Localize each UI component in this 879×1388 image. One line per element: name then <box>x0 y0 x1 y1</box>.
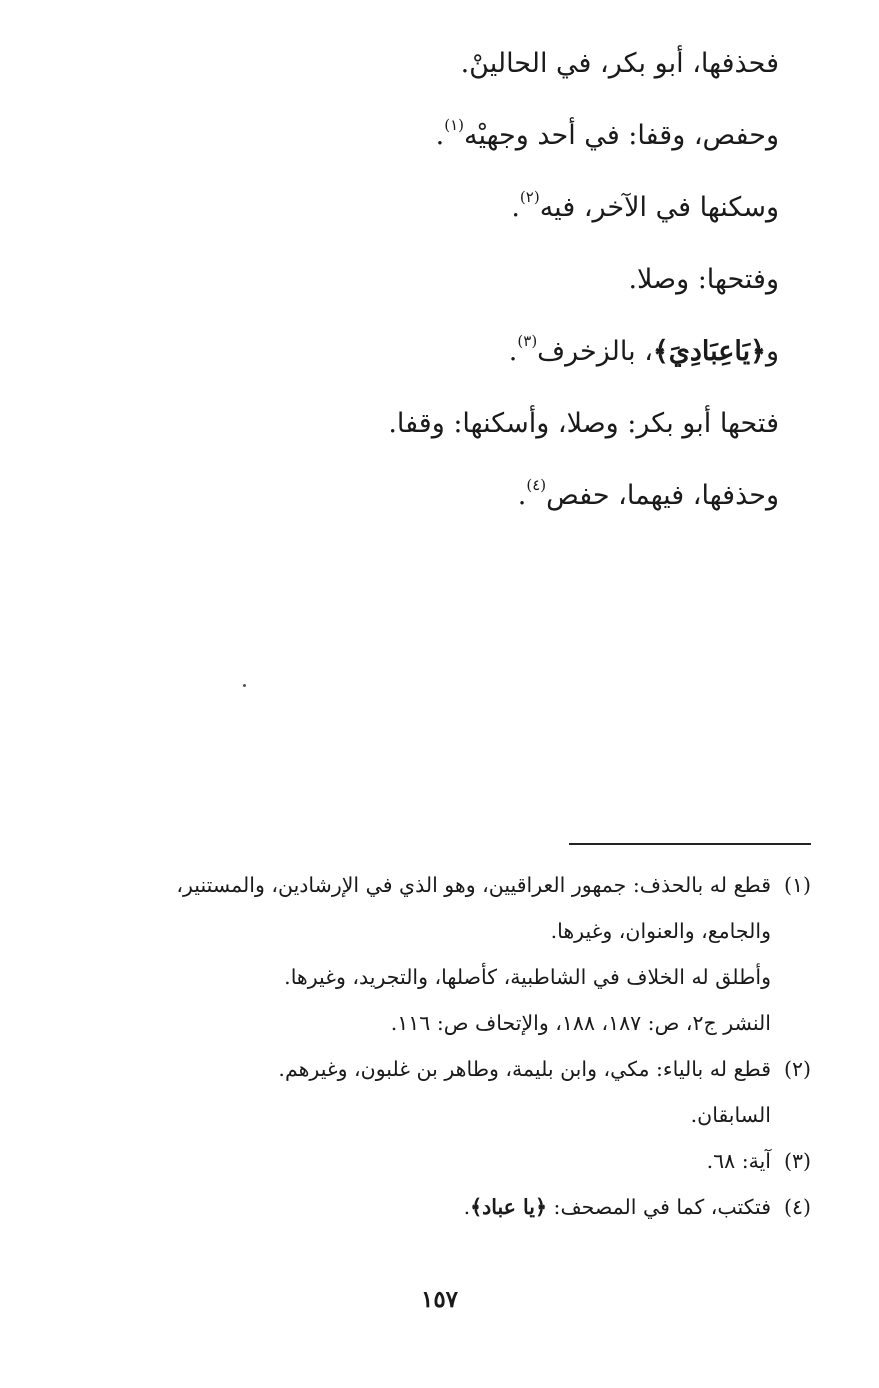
main-line-text: فحذفها، أبو بكر، في الحالينْ. <box>460 48 779 79</box>
footnote-number: (٤) <box>783 1195 811 1219</box>
main-line-text: وحذفها، فيهما، حفص <box>546 480 779 511</box>
footnote-number: (١) <box>783 873 811 897</box>
footnote-body <box>91 1184 771 1230</box>
footnote-body <box>91 1046 771 1138</box>
line-tail-punct: . <box>435 120 445 151</box>
main-line-text: وفتحها: وصلا. <box>628 264 779 295</box>
line-tail-punct: . <box>463 1195 471 1219</box>
stray-dot <box>243 684 246 687</box>
main-line-3 <box>79 182 779 254</box>
main-line-5 <box>79 326 779 398</box>
footnote-line <box>91 1184 771 1230</box>
main-line-text: وحفص، وقفا: في أحد وجهيْه <box>463 120 779 151</box>
footnote-ref-3: (٣) <box>517 332 538 350</box>
footnote-2 <box>91 1046 811 1138</box>
footnote-line: السابقان. <box>690 1103 771 1127</box>
footnote-4 <box>91 1184 811 1230</box>
page-number: ١٥٧ <box>420 1286 459 1313</box>
main-line-7 <box>79 470 779 542</box>
line-prefix: و <box>765 336 779 367</box>
line-tail-punct: . <box>508 336 518 367</box>
footnote-3 <box>91 1138 811 1184</box>
footnote-line: وأطلق له الخلاف في الشاطبية، كأصلها، والتجريد، وغيرها. <box>284 965 771 989</box>
footnote-number: (٢) <box>783 1057 811 1081</box>
footnote-text: فتكتب، كما في المصحف: <box>547 1195 771 1219</box>
quran-word: ﴿يا عباد﴾ <box>470 1195 548 1219</box>
main-line-text: وسكنها في الآخر، فيه <box>539 192 779 223</box>
line-tail-punct: . <box>517 480 527 511</box>
footnote-number: (٣) <box>783 1149 811 1173</box>
main-line-2 <box>79 110 779 182</box>
footnote-1 <box>91 862 811 1046</box>
footnote-line: والجامع، والعنوان، وغيرها. <box>550 919 771 943</box>
footnote-ref-1: (١) <box>444 116 464 134</box>
footnote-line: النشر ج٢، ص: ١٨٧، ١٨٨، والإتحاف ص: ١١٦. <box>390 1011 771 1035</box>
footnotes-block <box>91 862 811 1230</box>
line-tail-punct: . <box>511 192 520 223</box>
footnote-line: قطع له بالياء: مكي، وابن بليمة، وطاهر بن غلبون، وغيرهم. <box>278 1057 771 1081</box>
main-line-text: فتحها أبو بكر: وصلا، وأسكنها: وقفا. <box>388 408 779 439</box>
main-line-1 <box>79 38 779 110</box>
footnote-ref-4: (٤) <box>526 476 547 494</box>
footnote-separator <box>569 843 811 845</box>
footnote-ref-2: (٢) <box>519 188 540 206</box>
footnote-line: آية: ٦٨. <box>706 1149 771 1173</box>
main-line-text: ، بالزخرف <box>537 336 653 367</box>
footnote-body <box>91 862 771 1046</box>
main-text-block <box>79 38 779 542</box>
main-line-6 <box>79 398 779 470</box>
main-line-4 <box>79 254 779 326</box>
footnote-line: قطع له بالحذف: جمهور العراقيين، وهو الذي في الإرشادين، والمستنير، <box>176 873 771 897</box>
quran-word: ﴿يَاعِبَادِيَ﴾ <box>652 336 766 367</box>
footnote-body <box>91 1138 771 1184</box>
